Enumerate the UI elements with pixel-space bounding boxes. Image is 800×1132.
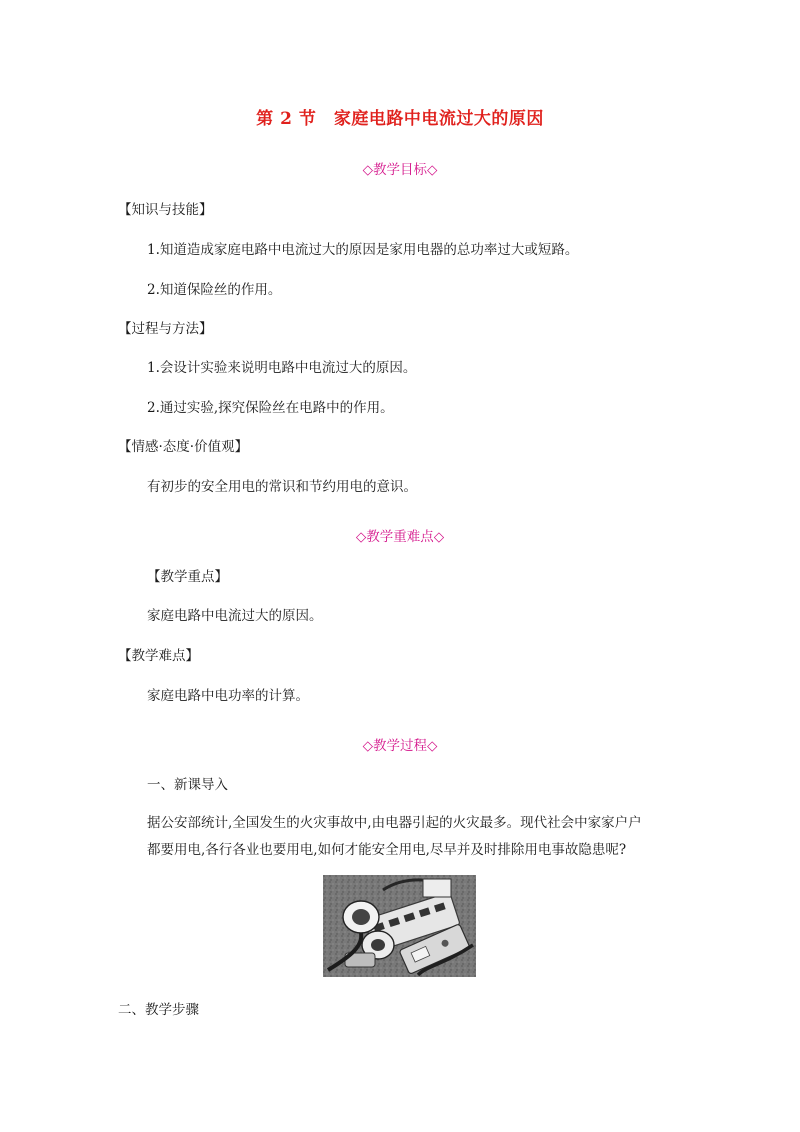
- section-heading-objectives: ◇教学目标◇: [362, 162, 438, 178]
- knowledge-item-2: 2.知道保险丝的作用。: [147, 282, 282, 298]
- teaching-difficulty-heading: 【教学难点】: [118, 648, 199, 664]
- knowledge-item-1: 1.知道造成家庭电路中电流过大的原因是家用电器的总功率过大或短路。: [147, 242, 579, 258]
- process-method-heading: 【过程与方法】: [118, 321, 213, 337]
- section-heading-key-points: ◇教学重难点◇: [355, 529, 445, 545]
- teaching-difficulty-text: 家庭电路中电功率的计算。: [147, 688, 309, 704]
- attitude-heading: 【情感·态度·价值观】: [118, 439, 249, 455]
- step2-heading: 二、教学步骤: [118, 1002, 199, 1018]
- step1-heading: 一、新课导入: [147, 777, 228, 793]
- page-title: 第 2 节 家庭电路中电流过大的原因: [256, 109, 544, 129]
- process-item-2: 2.通过实验,探究保险丝在电路中的作用。: [147, 400, 394, 416]
- knowledge-skills-heading: 【知识与技能】: [118, 202, 213, 218]
- section-heading-process: ◇教学过程◇: [362, 738, 438, 754]
- intro-paragraph: 据公安部统计,全国发生的火灾事故中,由电器引起的火灾最多。现代社会中家家户户都要用电,各行各业也要用电,如何才能安全用电,尽早并及时排除用电事故隐患呢?: [147, 815, 642, 858]
- teaching-focus-text: 家庭电路中电流过大的原因。: [147, 608, 323, 624]
- process-item-1: 1.会设计实验来说明电路中电流过大的原因。: [147, 360, 417, 376]
- attitude-text: 有初步的安全用电的常识和节约用电的意识。: [147, 479, 417, 495]
- power-strip-photo: [323, 875, 476, 977]
- teaching-focus-heading: 【教学重点】: [147, 569, 228, 585]
